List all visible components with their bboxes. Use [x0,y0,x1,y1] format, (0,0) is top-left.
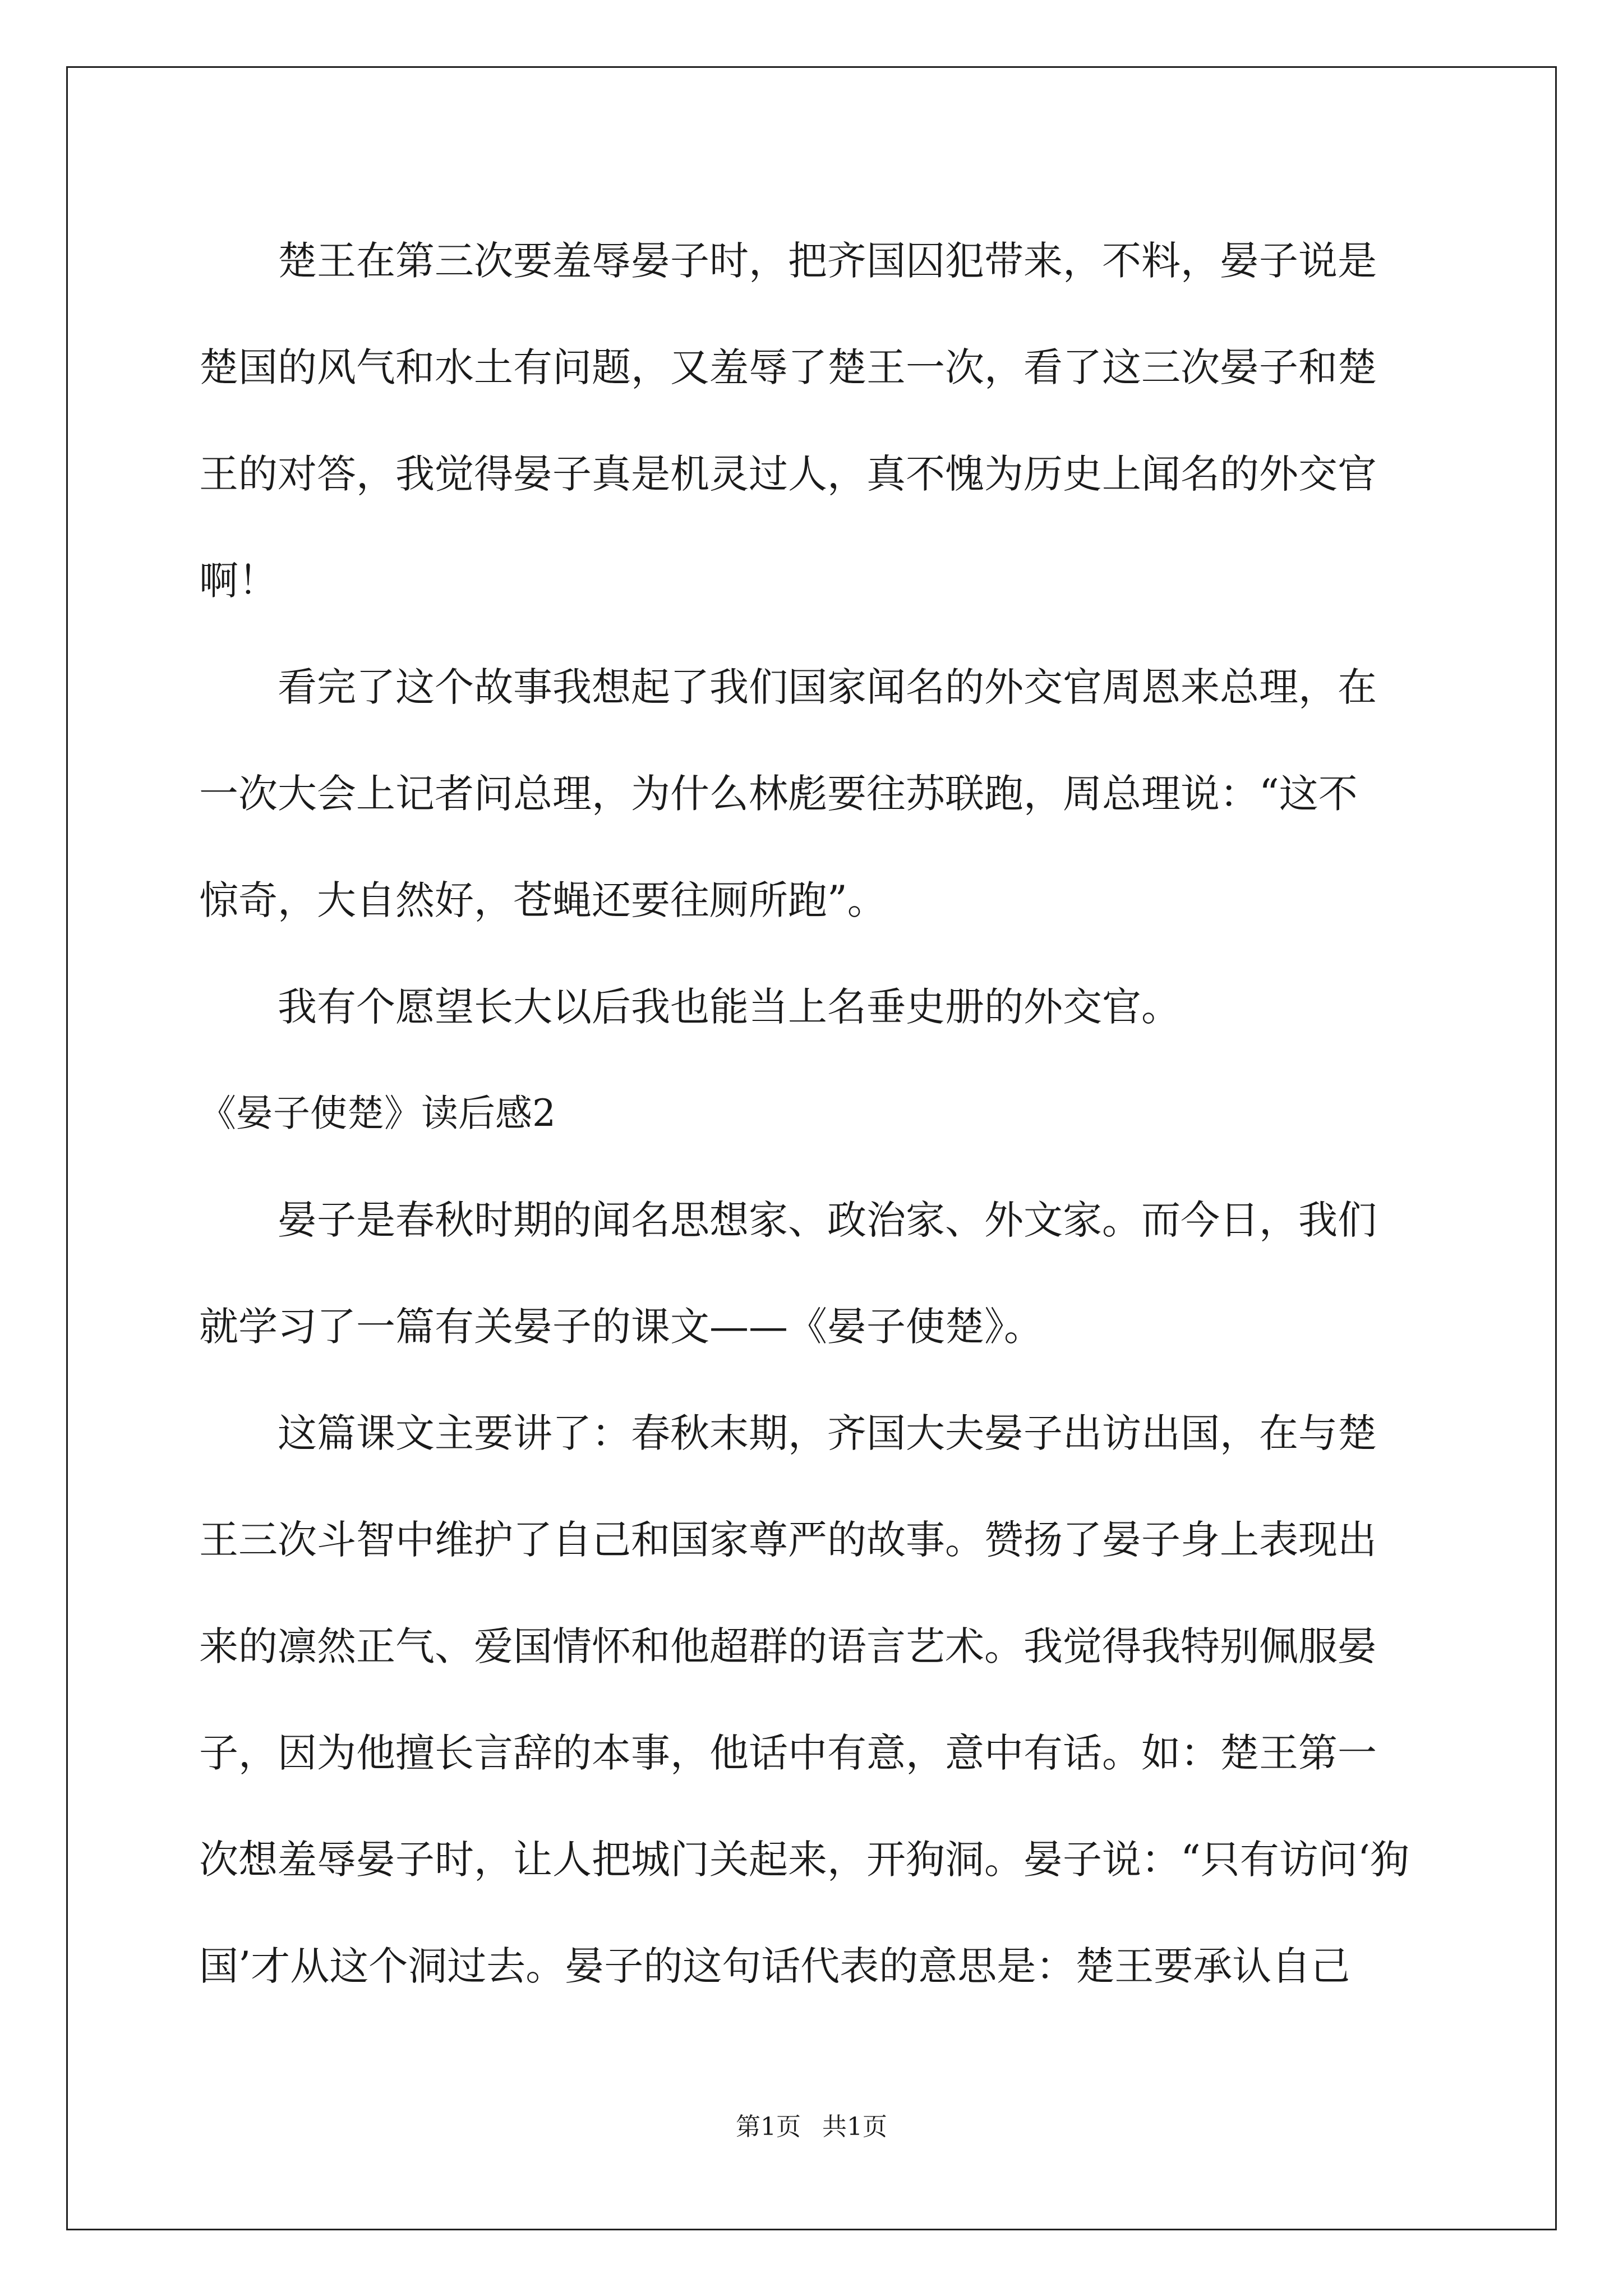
page-total: 共1页 [822,2113,887,2141]
section-heading: 《晏子使楚》读后感2 [199,1092,556,1135]
text-line: 啊！ [199,558,278,604]
text-line: 晏子是春秋时期的闻名思想家、政治家、外文家。而今日，我们 [278,1197,1377,1243]
text-line: 楚国的风气和水土有问题，又羞辱了楚王一次，看了这三次晏子和楚 [199,344,1377,390]
paragraph-1 [199,208,1422,634]
text-line: 楚王在第三次要羞辱晏子时，把齐国囚犯带来，不料，晏子说是 [278,238,1377,284]
paragraph-4 [199,1167,1422,1380]
text-line: 次想羞辱晏子时，让人把城门关起来，开狗洞。晏子说：“只有访问‘狗 [199,1837,1410,1883]
paragraph-3 [199,954,1422,1060]
text-line: 子，因为他擅长言辞的本事，他话中有意，意中有话。如：楚王第一 [199,1730,1377,1776]
page-footer [0,2106,1623,2142]
text-line: 国’才从这个洞过去。晏子的这句话代表的意思是：楚王要承认自己 [199,1943,1350,1989]
text-line: 来的凛然正气、爱国情怀和他超群的语言艺术。我觉得我特别佩服晏 [199,1623,1377,1669]
text-line: 看完了这个故事我想起了我们国家闻名的外交官周恩来总理，在 [278,664,1377,710]
text-line: 惊奇，大自然好，苍蝇还要往厕所跑”。 [199,877,887,923]
text-line: 王的对答，我觉得晏子真是机灵过人，真不愧为历史上闻名的外交官 [199,451,1377,497]
text-line: 就学习了一篇有关晏子的课文——《晏子使楚》。 [199,1304,1043,1350]
document-body [199,208,1422,2019]
paragraph-2 [199,634,1422,954]
text-line: 我有个愿望长大以后我也能当上名垂史册的外交官。 [278,984,1181,1030]
page-number: 第1页 [736,2113,801,2141]
text-line: 一次大会上记者问总理，为什么林彪要往苏联跑，周总理说：“这不 [199,771,1358,817]
text-line: 这篇课文主要讲了：春秋末期，齐国大夫晏子出访出国，在与楚 [278,1410,1377,1456]
text-line: 王三次斗智中维护了自己和国家尊严的故事。赞扬了晏子身上表现出 [199,1517,1377,1563]
paragraph-5 [199,1380,1422,2019]
